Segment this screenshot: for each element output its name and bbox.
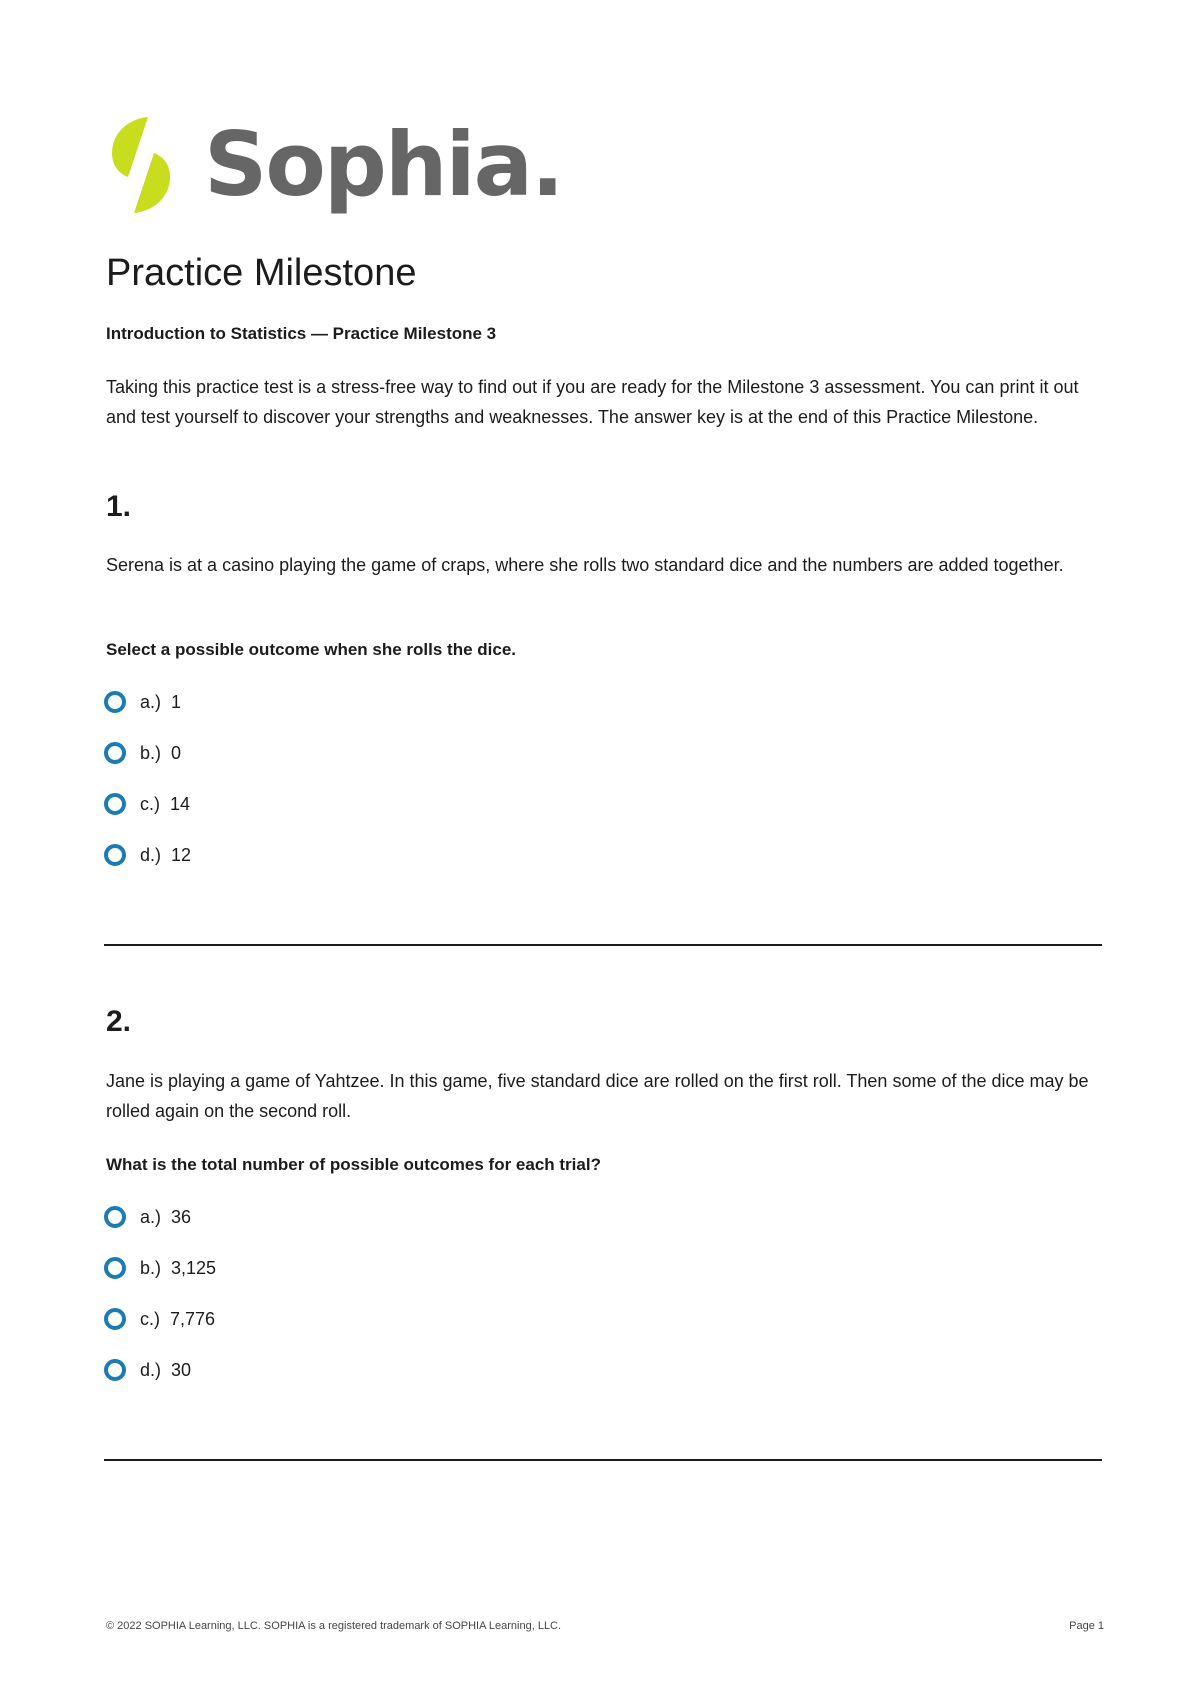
option-label: c.)	[140, 793, 160, 814]
answer-option-d[interactable]	[104, 1357, 191, 1383]
radio-button-icon[interactable]	[104, 1308, 126, 1330]
option-label: b.)	[140, 742, 162, 763]
sophia-logo	[104, 110, 562, 220]
question-text: Jane is playing a game of Yahtzee. In this game, five standard dice are rolled on the first roll. Then some of the dice may be rolled again on the second roll.	[106, 1071, 1089, 1121]
answer-option-b[interactable]	[104, 1255, 216, 1281]
option-label: a.)	[140, 691, 162, 712]
sophia-wordmark: Sophia.	[204, 113, 563, 216]
option-value: 36	[171, 1206, 192, 1227]
question-number: 2.	[106, 1005, 132, 1038]
radio-button-icon[interactable]	[104, 844, 126, 866]
option-label: a.)	[140, 1206, 162, 1227]
option-value: 12	[171, 844, 192, 865]
option-value: 7,776	[170, 1308, 216, 1329]
footer-copyright: © 2022 SOPHIA Learning, LLC. SOPHIA is a registered trademark of SOPHIA Learning, LLC.	[106, 1620, 562, 1632]
option-value: 14	[170, 793, 191, 814]
answer-option-a[interactable]	[104, 1204, 191, 1230]
answer-option-d[interactable]	[104, 842, 191, 868]
answer-option-a[interactable]	[104, 689, 181, 715]
question-prompt: What is the total number of possible outcomes for each trial?	[106, 1155, 601, 1174]
page-number: Page 1	[1069, 1620, 1104, 1632]
option-value: 1	[171, 691, 182, 712]
section-divider	[104, 1459, 1102, 1461]
option-value: 3,125	[171, 1257, 217, 1278]
radio-button-icon[interactable]	[104, 793, 126, 815]
radio-button-icon[interactable]	[104, 1257, 126, 1279]
option-value: 0	[171, 742, 182, 763]
question-prompt: Select a possible outcome when she rolls the dice.	[106, 640, 517, 659]
radio-button-icon[interactable]	[104, 1206, 126, 1228]
sophia-logo-mark-icon	[104, 113, 178, 217]
answer-option-c[interactable]	[104, 791, 190, 817]
option-label: c.)	[140, 1308, 160, 1329]
radio-button-icon[interactable]	[104, 742, 126, 764]
intro-text: Taking this practice test is a stress-free way to find out if you are ready for the Milestone 3 assessment. You can print it out and test yourself to discover your strengths and weaknesses. The answer key is at the end of this Practice Milestone.	[106, 377, 1079, 427]
page-subtitle: Introduction to Statistics — Practice Milestone 3	[106, 324, 497, 343]
page-title: Practice Milestone	[106, 252, 417, 294]
option-label: d.)	[140, 1359, 162, 1380]
option-label: b.)	[140, 1257, 162, 1278]
question-text: Serena is at a casino playing the game of craps, where she rolls two standard dice and the numbers are added together.	[106, 555, 1064, 575]
answer-option-c[interactable]	[104, 1306, 215, 1332]
radio-button-icon[interactable]	[104, 691, 126, 713]
section-divider	[104, 944, 1102, 946]
option-value: 30	[171, 1359, 192, 1380]
option-label: d.)	[140, 844, 162, 865]
question-number: 1.	[106, 490, 132, 523]
radio-button-icon[interactable]	[104, 1359, 126, 1381]
answer-option-b[interactable]	[104, 740, 181, 766]
